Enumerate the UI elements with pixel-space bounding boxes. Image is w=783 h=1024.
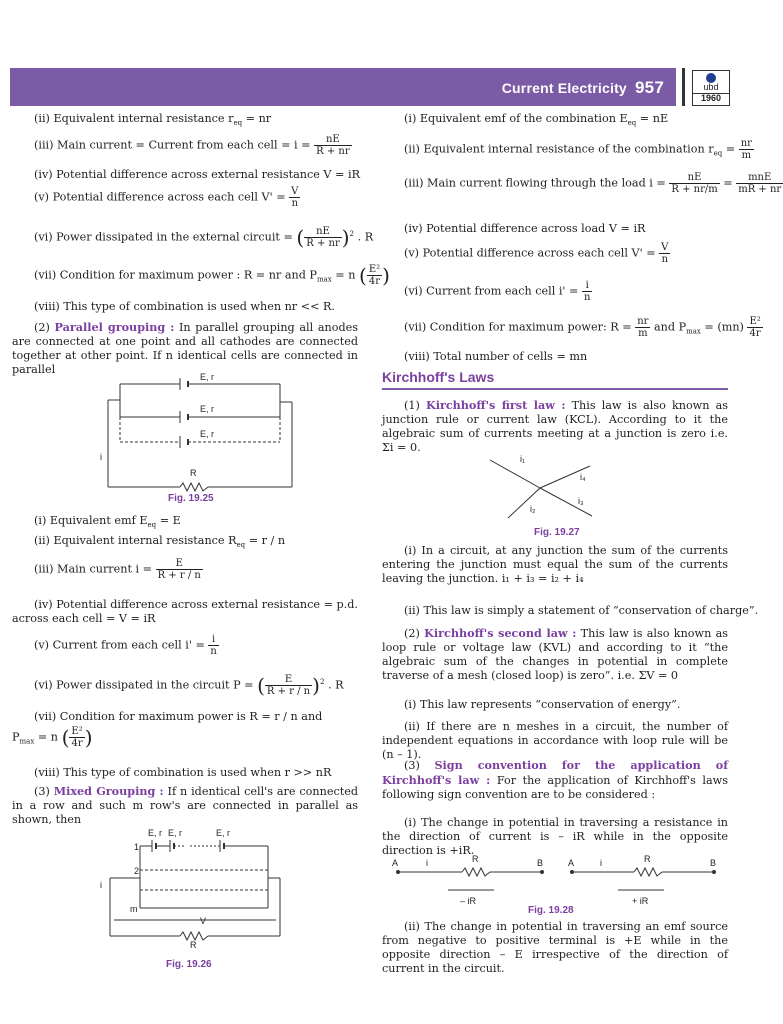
logo-text: ubd	[703, 82, 719, 92]
page-number: 957	[635, 78, 664, 97]
kirchhoff-first-law: (1) Kirchhoff's first law : This law is also known as junction rule or current law (KCL). According to it the algebraic sum of currents meeting at a junction is zero i.e. Σi = 0.	[382, 398, 729, 454]
parallel-cell-current: (v) Current from each cell i' = $\frac{i}{n}$	[34, 634, 217, 657]
parallel-pmax: $P_{max} = n$ ( $\frac{\text{E²}}{4r}$ )	[12, 725, 93, 750]
kirchhoff-heading-rule	[382, 388, 728, 390]
fig26-label-i: i	[100, 880, 102, 890]
series-main-current: (iii) Main current = Current from each cell = i = $\frac{nE}{R + nr}$	[34, 134, 350, 157]
fig26-label-er-2: E, r	[168, 828, 183, 838]
fig26-label-er-3: E, r	[216, 828, 231, 838]
fig25-label-R: R	[190, 468, 197, 478]
mixed-internal-resistance: (ii) Equivalent internal resistance of the combination $r_{eq}$ = $\frac{nr}{m}$	[404, 138, 752, 161]
fig-19-28-caption: Fig. 19.28	[528, 905, 574, 916]
fig28-label-i1: i	[426, 858, 428, 868]
fig28-label-i2: i	[600, 858, 602, 868]
parallel-emf: (i) Equivalent emf $E_{eq} = E$	[34, 514, 181, 530]
kcl-conservation: (ii) This law is simply a statement of “conservation of charge”.	[404, 604, 759, 617]
fig28-label-plusiR: + iR	[632, 896, 649, 906]
parallel-grouping-para: (2) Parallel grouping : In parallel grouping all anodes are connected at one point and all cathodes are connected together at other point. If n identical cells are connected in parallel	[12, 320, 358, 376]
chapter-title-text: Current Electricity	[501, 80, 627, 96]
parallel-power: (vi) Power dissipated in the circuit P = ( $\frac{E}{R + r / n}$ )$^2$ . R	[34, 673, 344, 698]
fig27-label-i3: i₃	[578, 496, 584, 506]
parallel-usage: (viii) This type of combination is used when r >> nR	[34, 766, 332, 779]
fig26-label-er-1: E, r	[148, 828, 163, 838]
fig25-label-er-3: E, r	[200, 429, 215, 439]
sign-emf: (ii) The change in potential in traversing an emf source from negative to positive terminal is +E while in the opposite direction – E irrespective of the direction of current in the circuit.	[382, 920, 728, 975]
fig-19-28-diagram	[382, 856, 728, 908]
fig26-label-V: V	[200, 916, 207, 926]
fig28-label-R1: R	[472, 854, 479, 864]
fig27-label-i1: i₁	[520, 454, 526, 464]
series-pd-cell: (v) Potential difference across each cell V' = $\frac{V}{n}$	[34, 186, 299, 209]
parallel-pd: (iv) Potential difference across external resistance = p.d. across each cell = V = iR	[12, 598, 358, 625]
kvl-energy: (i) This law represents “conservation of energy”.	[404, 698, 681, 711]
series-max-power: (vii) Condition for maximum power : R = nr and $P_{max} = n$ ( $\frac{\text{E²}}{4r}$ )	[34, 263, 390, 288]
publisher-logo	[692, 70, 730, 106]
fig28-label-A2: A	[568, 858, 575, 868]
fig26-label-2: 2	[134, 866, 140, 876]
mixed-emf: (i) Equivalent emf of the combination $E_{eq}$ = nE	[404, 112, 669, 128]
fig26-label-1: 1	[134, 842, 140, 852]
fig27-label-i4: i₄	[580, 472, 586, 482]
fig-19-25-diagram	[100, 372, 300, 492]
mixed-pd-cell: (v) Potential difference across each cell V' = $\frac{V}{n}$	[404, 242, 669, 265]
series-power: (vi) Power dissipated in the external circuit = ( $\frac{nE}{R + nr}$ )$^2$ . R	[34, 225, 374, 250]
fig25-label-er-1: E, r	[200, 372, 215, 382]
series-internal-resistance: (ii) Equivalent internal resistance $r_{eq}$ = nr	[34, 112, 272, 128]
fig28-label-A1: A	[392, 858, 399, 868]
fig26-label-R: R	[190, 940, 197, 950]
parallel-main-current: (iii) Main current i = $\frac{E}{R + r / n}$	[34, 558, 201, 581]
mixed-cell-current: (vi) Current from each cell i' = $\frac{i}{n}$	[404, 280, 591, 303]
fig28-label-B1: B	[537, 858, 544, 868]
fig25-label-er-2: E, r	[200, 404, 215, 414]
fig28-label-B2: B	[710, 858, 717, 868]
series-usage: (viii) This type of combination is used when nr << R.	[34, 300, 335, 313]
header-divider	[682, 68, 685, 106]
kcl-explanation: (i) In a circuit, at any junction the sum of the currents entering the junction must equal the sum of the currents leaving the junction. i₁ + i₃ = i₂ + i₄	[382, 544, 728, 585]
chapter-title	[502, 78, 664, 98]
mixed-main-current: (iii) Main current flowing through the load i = $\frac{nE}{R + nr/m}$ = $\frac{\text{mnE}}{mR + nr}$	[404, 172, 782, 195]
fig27-label-i2: i₂	[530, 504, 536, 514]
fig26-label-m: m	[130, 904, 138, 914]
kirchhoff-heading: Kirchhoff's Laws	[382, 369, 495, 385]
kirchhoff-second-law: (2) Kirchhoff's second law : This law is also known as loop rule or voltage law (KVL) and according to it “the algebraic sum of the changes in potential in complete traverse of a mesh (closed loop) is zero”. i.e. ΣV = 0	[382, 626, 729, 682]
mixed-pd-load: (iv) Potential difference across load V = iR	[404, 222, 646, 235]
fig-19-26-diagram	[100, 828, 300, 948]
kvl-meshes: (ii) If there are n meshes in a circuit, the number of independent equations in accordance with loop rule will be (n – 1).	[382, 720, 728, 761]
sign-convention-para: (3) Sign convention for the application of Kirchhoff's law : For the application of Kirchhoff's laws following sign convention are to be considered :	[382, 758, 729, 801]
parallel-internal-resistance: (ii) Equivalent internal resistance $R_{eq} = r / n$	[34, 534, 286, 550]
mixed-grouping-para: (3) Mixed Grouping : If n identical cell's are connected in a row and such m row's are connected in parallel as shown, then	[12, 784, 358, 826]
fig28-label-R2: R	[644, 854, 651, 864]
fig25-label-i: i	[100, 452, 102, 462]
mixed-max-power: (vii) Condition for maximum power: R = $\frac{nr}{m}$ and $P_{max} = (mn)$ $\frac{\text{E²}}{4r}$	[404, 316, 761, 339]
logo-year: 1960	[693, 93, 729, 103]
sign-resistance: (i) The change in potential in traversing a resistance in the direction of current is – iR while in the opposite direction is +iR.	[382, 816, 728, 857]
fig-19-26-caption: Fig. 19.26	[166, 959, 212, 970]
fig-19-25-caption: Fig. 19.25	[168, 493, 214, 504]
fig-19-27-diagram	[480, 452, 610, 524]
parallel-max-power: (vii) Condition for maximum power is R = r / n and	[34, 710, 323, 723]
mixed-total-cells: (viii) Total number of cells = mn	[404, 350, 588, 363]
fig-19-27-caption: Fig. 19.27	[534, 527, 580, 538]
fig28-label-minusiR: – iR	[460, 896, 477, 906]
series-pd-external: (iv) Potential difference across external resistance V = iR	[34, 168, 360, 181]
page-header	[10, 68, 676, 106]
